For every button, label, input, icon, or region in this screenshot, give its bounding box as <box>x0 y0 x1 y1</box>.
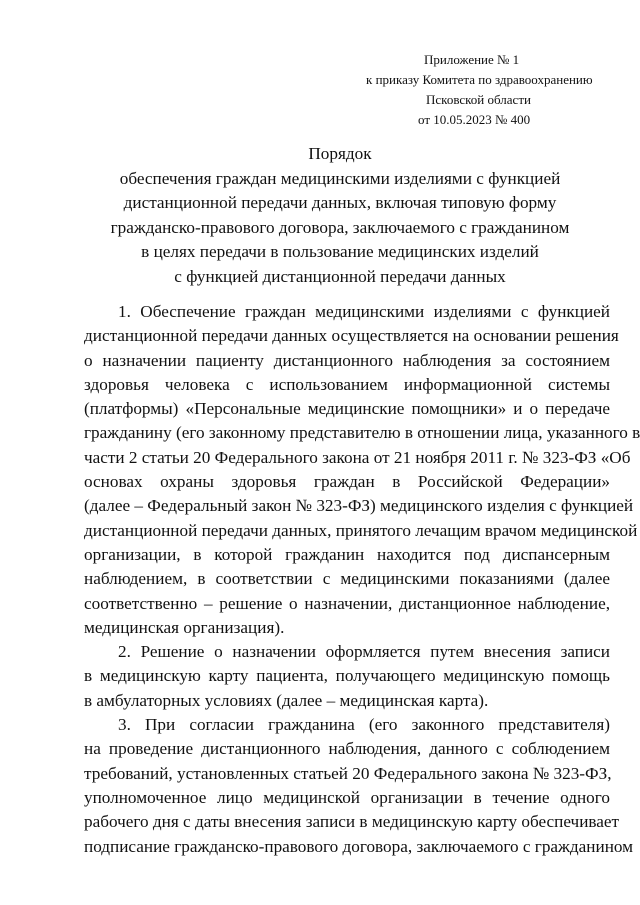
text-line: подписание гражданско-правового договора, заключаемого с гражданином <box>84 836 634 856</box>
text-line: соответственно – решение о назначении, дистанционное наблюдение, <box>84 593 610 613</box>
paragraph-3 <box>84 713 634 859</box>
document-title <box>70 142 610 289</box>
text-line: гражданину (его законному представителю в отношении лица, указанного в <box>84 423 640 443</box>
appendix-region: Псковской области <box>426 92 531 107</box>
text-line: в медицинскую карту пациента, получающего медицинскую помощь <box>84 666 610 686</box>
text-line: медицинская организация). <box>84 617 285 637</box>
title-line: в целях передачи в пользование медицинских изделий <box>141 242 539 261</box>
text-line: на проведение дистанционного наблюдения, данного с соблюдением <box>84 739 610 759</box>
text-line: о назначении пациенту дистанционного наблюдения за состоянием <box>84 350 610 370</box>
document-body <box>84 300 640 859</box>
appendix-order-reference: к приказу Комитета по здравоохранению <box>366 72 593 87</box>
text-line: (далее – Федеральный закон № 323-ФЗ) медицинского изделия с функцией <box>84 496 634 516</box>
text-line: требований, установленных статьей 20 Федерального закона № 323-ФЗ, <box>84 763 612 783</box>
appendix-date-number: от 10.05.2023 № 400 <box>418 112 531 127</box>
title-line: Порядок <box>308 144 372 163</box>
text-line: 2. Решение о назначении оформляется путем внесения записи <box>118 642 610 662</box>
text-line: (платформы) «Персональные медицинские помощники» и о передаче <box>84 399 610 419</box>
text-line: части 2 статьи 20 Федерального закона от 21 ноября 2011 г. № 323-ФЗ «Об <box>84 447 631 467</box>
text-line: основах охраны здоровья граждан в Российской Федерации» <box>84 472 610 492</box>
text-line: дистанционной передачи данных, принятого лечащим врачом медицинской <box>84 520 638 540</box>
text-line: уполномоченное лицо медицинской организации в течение одного <box>84 787 610 807</box>
text-line: наблюдением, в соответствии с медицинскими показаниями (далее <box>84 569 610 589</box>
text-line: рабочего дня с даты внесения записи в медицинскую карту обеспечивает <box>84 812 620 832</box>
title-line: обеспечения граждан медицинскими изделиями с функцией <box>119 168 561 188</box>
text-line: 3. При согласии гражданина (его законного представителя) <box>118 715 610 735</box>
text-line: в амбулаторных условиях (далее – медицинская карта). <box>84 690 489 710</box>
title-line: дистанционной передачи данных, включая типовую форму <box>123 193 557 212</box>
text-line: здоровья человека с использованием информационной системы <box>84 374 610 394</box>
paragraph-1 <box>84 300 640 640</box>
title-line: с функцией дистанционной передачи данных <box>174 266 506 286</box>
text-line: дистанционной передачи данных осуществляется на основании решения <box>84 326 619 346</box>
text-line: организации, в которой гражданин находится под диспансерным <box>84 544 610 564</box>
paragraph-2 <box>84 640 610 713</box>
title-line: гражданско-правового договора, заключаемого с гражданином <box>110 217 570 237</box>
text-line: 1. Обеспечение граждан медицинскими изделиями с функцией <box>118 302 610 321</box>
appendix-number: Приложение № 1 <box>424 52 520 67</box>
appendix-header <box>340 50 600 130</box>
